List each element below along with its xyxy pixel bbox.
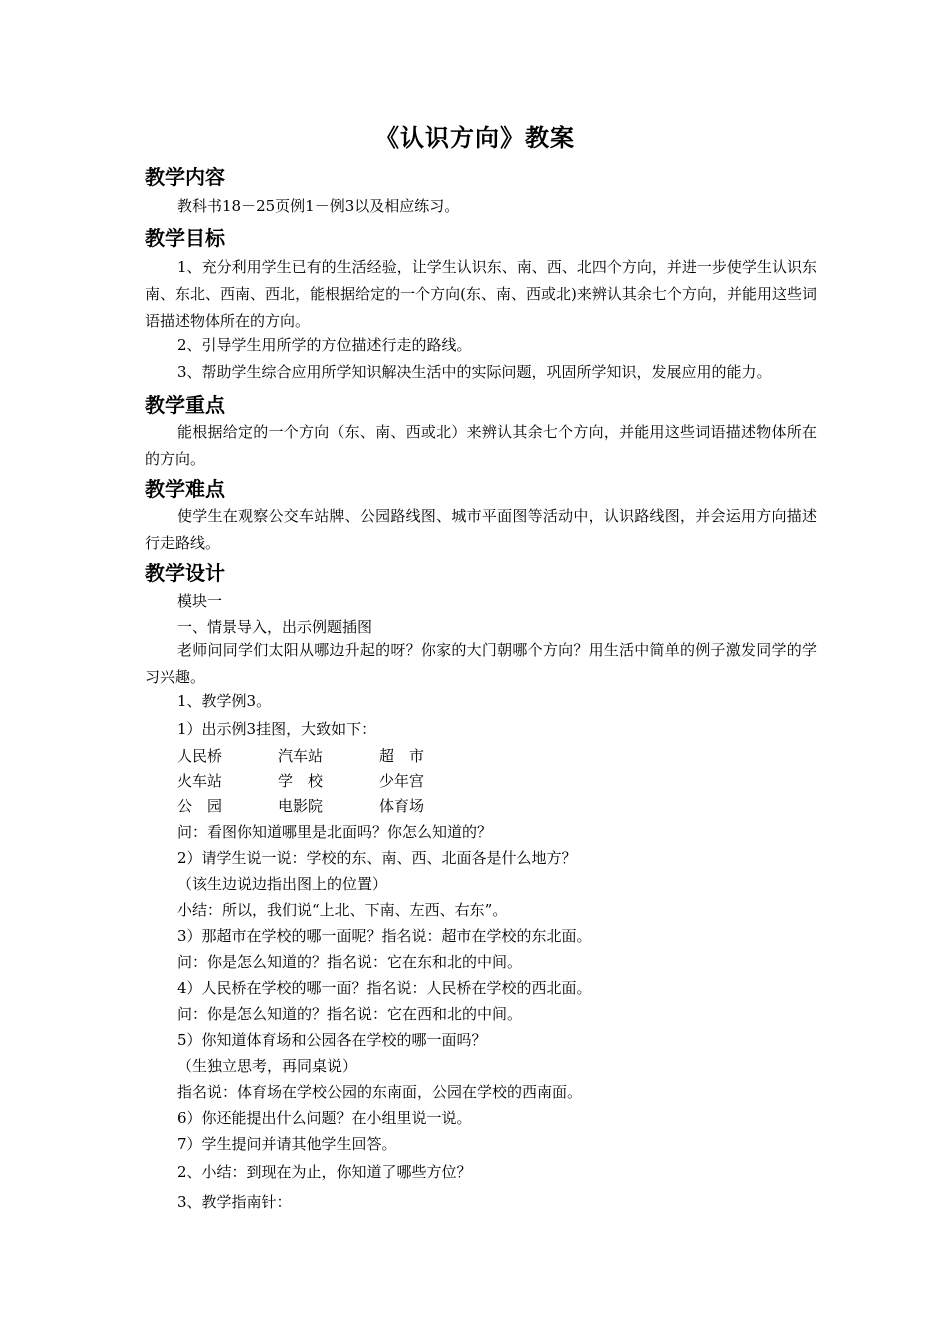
body-line: 问：你是怎么知道的？指名说：它在西和北的中间。 (177, 1005, 523, 1023)
body-line: 指名说：体育场在学校公园的东南面，公园在学校的西南面。 (177, 1083, 583, 1101)
teach-example-label: 1、教学例3。 (177, 692, 272, 710)
body-line: （该生边说边指出图上的位置） (177, 875, 388, 893)
show-picture-label: 1）出示例3挂图，大致如下： (177, 720, 377, 738)
intro-paragraph: 老师问同学们太阳从哪边升起的呀？你家的大门朝哪个方向？用生活中简单的例子激发同学的学习兴趣。 (145, 641, 817, 686)
map-cell: 电影院 (278, 797, 324, 815)
body-line: 3）那超市在学校的哪一面呢？指名说：超市在学校的东北面。 (177, 927, 592, 945)
body-line: 问：你是怎么知道的？指名说：它在东和北的中间。 (177, 953, 523, 971)
map-cell: 少年宫 (379, 772, 425, 790)
body-line: 7）学生提问并请其他学生回答。 (177, 1135, 397, 1153)
heading-key-points: 教学重点 (145, 393, 225, 417)
step-one-label: 一、情景导入，出示例题插图 (177, 618, 373, 636)
heading-teaching-content: 教学内容 (145, 165, 225, 189)
heading-teaching-design: 教学设计 (145, 561, 225, 585)
body-line: 3、教学指南针： (177, 1193, 292, 1211)
body-line: 5）你知道体育场和公园各在学校的哪一面吗？ (177, 1031, 487, 1049)
goal-item-1: 1、充分利用学生已有的生活经验，让学生认识东、南、西、北四个方向，并进一步使学生认识东南、东北、西南、西北，能根据给定的一个方向(东、南、西或北)来辨认其余七个方向，并能用这些词语描述物体所在的方向。 (145, 258, 817, 330)
module-label: 模块一 (177, 592, 223, 610)
body-line: （生独立思考，再同桌说） (177, 1057, 358, 1075)
body-line: 问：看图你知道哪里是北面吗？你怎么知道的？ (177, 823, 493, 841)
key-points-text: 能根据给定的一个方向（东、南、西或北）来辨认其余七个方向，并能用这些词语描述物体所在的方向。 (145, 423, 817, 468)
document-title: 《认识方向》教案 (375, 123, 575, 152)
body-line: 小结：所以，我们说“上北、下南、左西、右东”。 (177, 901, 508, 919)
map-cell: 人民桥 (177, 747, 223, 765)
map-cell: 公 园 (177, 797, 223, 815)
body-line: 4）人民桥在学校的哪一面？指名说：人民桥在学校的西北面。 (177, 979, 592, 997)
map-cell: 汽车站 (278, 747, 324, 765)
map-cell: 火车站 (177, 772, 223, 790)
heading-difficulties: 教学难点 (145, 477, 225, 501)
map-cell: 体育场 (379, 797, 425, 815)
heading-teaching-goals: 教学目标 (145, 226, 225, 250)
map-cell: 超 市 (379, 747, 425, 765)
body-line: 2、小结：到现在为止，你知道了哪些方位？ (177, 1163, 472, 1181)
teaching-content-text: 教科书18－25页例1－例3以及相应练习。 (177, 197, 460, 215)
body-line: 2）请学生说一说：学校的东、南、西、北面各是什么地方？ (177, 849, 577, 867)
goal-item-2: 2、引导学生用所学的方位描述行走的路线。 (177, 336, 472, 354)
goal-item-3: 3、帮助学生综合应用所学知识解决生活中的实际问题，巩固所学知识，发展应用的能力。 (177, 363, 772, 381)
difficulties-text: 使学生在观察公交车站牌、公园路线图、城市平面图等活动中，认识路线图，并会运用方向描述行走路线。 (145, 507, 817, 552)
map-cell: 学 校 (278, 772, 324, 790)
body-line: 6）你还能提出什么问题？在小组里说一说。 (177, 1109, 472, 1127)
